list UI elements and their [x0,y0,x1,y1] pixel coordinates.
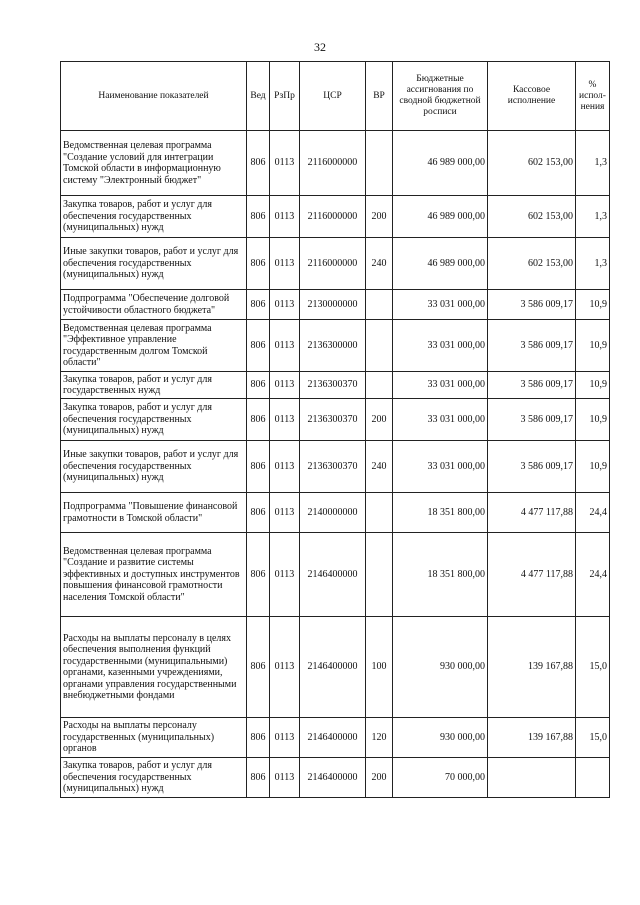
row-percent: 1,3 [576,238,610,290]
table-row [61,372,610,399]
row-percent: 10,9 [576,441,610,493]
row-name: Закупка товаров, работ и услуг для обеспечения государственных (муниципальных) нужд [61,758,247,798]
row-rzpr: 0113 [270,718,300,758]
table-row [61,196,610,238]
row-vr: 100 [366,617,393,718]
row-vr [366,131,393,196]
row-rzpr: 0113 [270,399,300,441]
row-percent [576,758,610,798]
row-ved: 806 [247,758,270,798]
row-cash-execution: 602 153,00 [488,196,576,238]
page-number: 32 [314,40,326,54]
row-ved: 806 [247,131,270,196]
row-vr: 240 [366,441,393,493]
row-name: Иные закупки товаров, работ и услуг для обеспечения государственных (муниципальных) нужд [61,441,247,493]
row-vr: 200 [366,758,393,798]
row-csr: 2136300370 [300,399,366,441]
row-rzpr: 0113 [270,131,300,196]
table-row [61,131,610,196]
row-name: Ведомственная целевая программа "Создание условий для интеграции Томской области в информационную систему "Электронный бюджет" [61,131,247,196]
row-cash-execution: 4 477 117,88 [488,533,576,617]
row-ved: 806 [247,533,270,617]
row-rzpr: 0113 [270,758,300,798]
row-csr: 2136300000 [300,320,366,372]
row-vr [366,533,393,617]
table-row [61,320,610,372]
header-row [61,62,610,131]
row-percent: 15,0 [576,617,610,718]
budget-table [60,61,610,798]
row-percent: 24,4 [576,533,610,617]
row-vr [366,320,393,372]
row-name: Расходы на выплаты персоналу в целях обеспечения выполнения функций государственными (муниципальными) органами, казенными учреждениями, органами управления государственными внебюджетными фондами [61,617,247,718]
row-rzpr: 0113 [270,320,300,372]
row-csr: 2146400000 [300,718,366,758]
row-cash-execution: 3 586 009,17 [488,441,576,493]
header-percent: % испол-нения [576,62,610,131]
row-csr: 2140000000 [300,493,366,533]
row-csr: 2116000000 [300,196,366,238]
row-name: Подпрограмма "Обеспечение долговой устойчивости областного бюджета" [61,290,247,320]
row-percent: 10,9 [576,290,610,320]
row-vr [366,493,393,533]
table-row [61,238,610,290]
row-vr [366,372,393,399]
row-cash-execution: 139 167,88 [488,617,576,718]
table-body [61,131,610,798]
row-assignments: 46 989 000,00 [393,238,488,290]
row-assignments: 33 031 000,00 [393,441,488,493]
row-percent: 10,9 [576,320,610,372]
table-row [61,758,610,798]
row-name: Закупка товаров, работ и услуг для обеспечения государственных (муниципальных) нужд [61,196,247,238]
table-row [61,441,610,493]
row-ved: 806 [247,441,270,493]
header-ved: Вед [247,62,270,131]
row-csr: 2116000000 [300,131,366,196]
row-ved: 806 [247,320,270,372]
row-name: Иные закупки товаров, работ и услуг для обеспечения государственных (муниципальных) нужд [61,238,247,290]
row-rzpr: 0113 [270,196,300,238]
header-vr: ВР [366,62,393,131]
row-assignments: 33 031 000,00 [393,290,488,320]
row-ved: 806 [247,372,270,399]
row-percent: 24,4 [576,493,610,533]
table-row [61,399,610,441]
table-row [61,533,610,617]
row-assignments: 930 000,00 [393,617,488,718]
row-ved: 806 [247,617,270,718]
row-name: Подпрограмма "Повышение финансовой грамотности в Томской области" [61,493,247,533]
row-name: Расходы на выплаты персоналу государственных (муниципальных) органов [61,718,247,758]
row-rzpr: 0113 [270,372,300,399]
row-cash-execution [488,758,576,798]
row-csr: 2130000000 [300,290,366,320]
row-vr: 240 [366,238,393,290]
row-csr: 2146400000 [300,758,366,798]
row-ved: 806 [247,718,270,758]
row-vr [366,290,393,320]
row-name: Ведомственная целевая программа "Создание и развитие системы эффективных и доступных инструментов повышения финансовой грамотности населения Томской области" [61,533,247,617]
row-cash-execution: 3 586 009,17 [488,320,576,372]
row-assignments: 33 031 000,00 [393,372,488,399]
row-rzpr: 0113 [270,617,300,718]
row-name: Закупка товаров, работ и услуг для государственных нужд [61,372,247,399]
row-percent: 10,9 [576,372,610,399]
table-row [61,290,610,320]
row-ved: 806 [247,290,270,320]
row-cash-execution: 3 586 009,17 [488,290,576,320]
row-ved: 806 [247,196,270,238]
row-csr: 2146400000 [300,533,366,617]
row-assignments: 33 031 000,00 [393,320,488,372]
row-ved: 806 [247,493,270,533]
row-rzpr: 0113 [270,290,300,320]
row-cash-execution: 602 153,00 [488,238,576,290]
row-csr: 2136300370 [300,441,366,493]
row-csr: 2136300370 [300,372,366,399]
row-assignments: 18 351 800,00 [393,533,488,617]
row-percent: 1,3 [576,196,610,238]
header-cash-execution: Кассовое исполнение [488,62,576,131]
row-assignments: 46 989 000,00 [393,131,488,196]
row-ved: 806 [247,238,270,290]
row-rzpr: 0113 [270,533,300,617]
table-row [61,617,610,718]
row-vr: 120 [366,718,393,758]
row-cash-execution: 3 586 009,17 [488,399,576,441]
header-rzpr: РзПр [270,62,300,131]
row-assignments: 70 000,00 [393,758,488,798]
row-ved: 806 [247,399,270,441]
row-name: Ведомственная целевая программа "Эффективное управление государственным долгом Томской области" [61,320,247,372]
header-csr: ЦСР [300,62,366,131]
row-cash-execution: 4 477 117,88 [488,493,576,533]
row-assignments: 18 351 800,00 [393,493,488,533]
row-cash-execution: 602 153,00 [488,131,576,196]
table-row [61,493,610,533]
row-assignments: 46 989 000,00 [393,196,488,238]
row-cash-execution: 3 586 009,17 [488,372,576,399]
row-vr: 200 [366,399,393,441]
row-rzpr: 0113 [270,441,300,493]
row-percent: 1,3 [576,131,610,196]
row-name: Закупка товаров, работ и услуг для обеспечения государственных (муниципальных) нужд [61,399,247,441]
row-vr: 200 [366,196,393,238]
row-assignments: 930 000,00 [393,718,488,758]
header-name: Наименование показателей [61,62,247,131]
row-csr: 2146400000 [300,617,366,718]
row-csr: 2116000000 [300,238,366,290]
row-percent: 10,9 [576,399,610,441]
row-assignments: 33 031 000,00 [393,399,488,441]
row-percent: 15,0 [576,718,610,758]
row-rzpr: 0113 [270,493,300,533]
row-cash-execution: 139 167,88 [488,718,576,758]
table-row [61,718,610,758]
row-rzpr: 0113 [270,238,300,290]
header-assignments: Бюджетные ассигнования по сводной бюджетной росписи [393,62,488,131]
